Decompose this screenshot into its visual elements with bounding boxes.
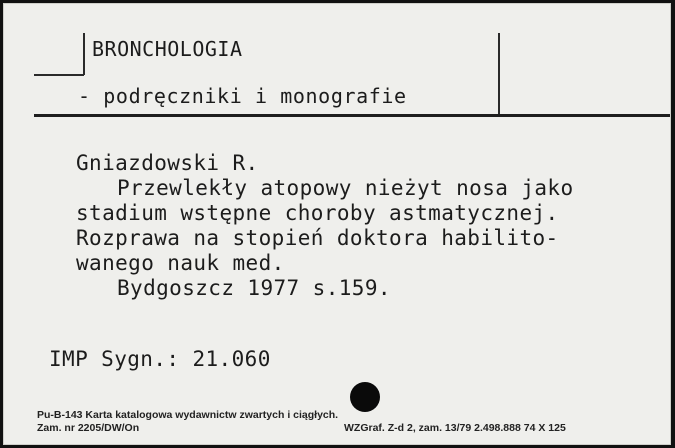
entry-title-line-1: Przewlekły atopowy nieżyt nosa jako: [117, 176, 574, 200]
header-left-underline: [34, 74, 84, 76]
call-number: IMP Sygn.: 21.060: [49, 347, 271, 371]
footer-printer-line-1: Pu-B-143 Karta katalogowa wydawnictw zwartych i ciągłych.: [37, 409, 339, 421]
footer-printer-line-2: Zam. nr 2205/DW/On: [37, 422, 140, 434]
subject-heading: BRONCHOLOGIA: [92, 37, 243, 61]
entry-imprint: Bydgoszcz 1977 s.159.: [117, 276, 391, 300]
card-punch-hole: [350, 382, 380, 412]
entry-author: Gniazdowski R.: [76, 151, 259, 175]
header-left-rule: [83, 33, 85, 75]
header-right-rule: [498, 33, 500, 115]
entry-title-line-3: Rozprawa na stopień doktora habilito-: [76, 226, 559, 250]
catalog-card: [3, 3, 671, 445]
header-divider: [34, 114, 670, 117]
footer-printer-line-3: WZGraf. Z-d 2, zam. 13/79 2.498.888 74 X 125: [344, 422, 566, 434]
entry-title-line-2: stadium wstępne choroby astmatycznej.: [76, 201, 559, 225]
subject-subheading: - podręczniki i monografie: [78, 84, 407, 108]
entry-title-line-4: wanego nauk med.: [76, 251, 285, 275]
